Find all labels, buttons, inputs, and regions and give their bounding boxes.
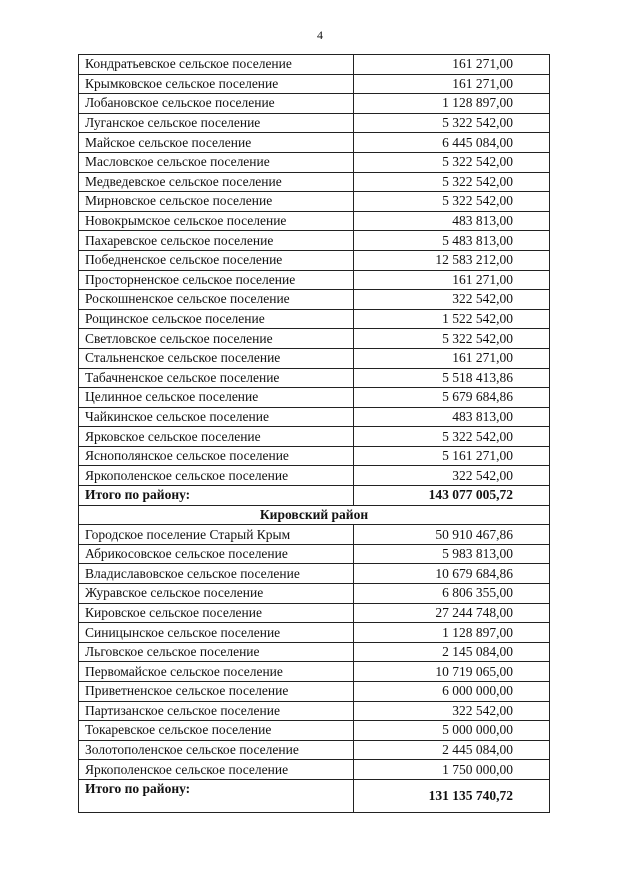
table-row <box>79 427 550 447</box>
settlement-name: Токаревское сельское поселение <box>79 721 354 741</box>
table-row <box>79 388 550 408</box>
amount-cell: 1 128 897,00 <box>354 94 550 114</box>
district-title: Кировский район <box>79 505 550 525</box>
settlement-name: Целинное сельское поселение <box>79 388 354 408</box>
table-row <box>79 740 550 760</box>
amount-cell: 2 145 084,00 <box>354 642 550 662</box>
amount-cell: 483 813,00 <box>354 211 550 231</box>
amount-cell: 10 679 684,86 <box>354 564 550 584</box>
settlement-name: Светловское сельское поселение <box>79 329 354 349</box>
amount-cell: 322 542,00 <box>354 466 550 486</box>
table-row <box>79 329 550 349</box>
settlement-name: Яркополенское сельское поселение <box>79 466 354 486</box>
amount-cell: 2 445 084,00 <box>354 740 550 760</box>
total-row <box>79 779 550 812</box>
page-number: 4 <box>317 28 323 42</box>
amount-cell: 6 445 084,00 <box>354 133 550 153</box>
table-row <box>79 211 550 231</box>
amount-cell: 5 483 813,00 <box>354 231 550 251</box>
table-row <box>79 172 550 192</box>
table-row <box>79 584 550 604</box>
amount-cell: 5 322 542,00 <box>354 427 550 447</box>
amount-cell: 6 806 355,00 <box>354 584 550 604</box>
settlement-name: Льговское сельское поселение <box>79 642 354 662</box>
settlement-name: Чайкинское сельское поселение <box>79 407 354 427</box>
table-row <box>79 682 550 702</box>
settlement-name: Лобановское сельское поселение <box>79 94 354 114</box>
settlement-name: Первомайское сельское поселение <box>79 662 354 682</box>
settlement-name: Золотополенское сельское поселение <box>79 740 354 760</box>
amount-cell: 5 322 542,00 <box>354 329 550 349</box>
settlement-name: Роскошненское сельское поселение <box>79 290 354 310</box>
settlement-name: Итого по району: <box>79 486 354 506</box>
amount-cell: 161 271,00 <box>354 74 550 94</box>
table-row <box>79 642 550 662</box>
amount-cell: 5 000 000,00 <box>354 721 550 741</box>
amount-cell: 5 518 413,86 <box>354 368 550 388</box>
settlement-name: Победненское сельское поселение <box>79 250 354 270</box>
table-row <box>79 760 550 780</box>
table-row <box>79 94 550 114</box>
total-row <box>79 486 550 506</box>
amount-cell: 143 077 005,72 <box>354 486 550 506</box>
amount-cell: 27 244 748,00 <box>354 603 550 623</box>
table-row <box>79 309 550 329</box>
table-row <box>79 192 550 212</box>
table-body <box>79 55 550 813</box>
allocation-table <box>78 54 550 813</box>
settlement-name: Луганское сельское поселение <box>79 113 354 133</box>
settlement-name: Стальненское сельское поселение <box>79 348 354 368</box>
table-row <box>79 623 550 643</box>
settlement-name: Журавское сельское поселение <box>79 584 354 604</box>
amount-cell: 5 161 271,00 <box>354 446 550 466</box>
table-row <box>79 525 550 545</box>
amount-cell: 6 000 000,00 <box>354 682 550 702</box>
table-row <box>79 662 550 682</box>
amount-cell: 5 322 542,00 <box>354 172 550 192</box>
settlement-name: Просторненское сельское поселение <box>79 270 354 290</box>
amount-cell: 161 271,00 <box>354 270 550 290</box>
amount-cell: 1 750 000,00 <box>354 760 550 780</box>
table-row <box>79 544 550 564</box>
amount-cell: 322 542,00 <box>354 701 550 721</box>
settlement-name: Приветненское сельское поселение <box>79 682 354 702</box>
amount-cell: 5 322 542,00 <box>354 152 550 172</box>
table-row <box>79 270 550 290</box>
table-row <box>79 290 550 310</box>
settlement-name: Табачненское сельское поселение <box>79 368 354 388</box>
amount-cell: 5 322 542,00 <box>354 192 550 212</box>
table-row <box>79 407 550 427</box>
table-row <box>79 701 550 721</box>
settlement-name: Рощинское сельское поселение <box>79 309 354 329</box>
amount-cell: 1 128 897,00 <box>354 623 550 643</box>
table-row <box>79 231 550 251</box>
amount-cell: 1 522 542,00 <box>354 309 550 329</box>
table-row <box>79 368 550 388</box>
amount-cell: 5 679 684,86 <box>354 388 550 408</box>
table-row <box>79 250 550 270</box>
table-row <box>79 152 550 172</box>
settlement-name: Медведевское сельское поселение <box>79 172 354 192</box>
amount-cell: 12 583 212,00 <box>354 250 550 270</box>
amount-cell: 5 322 542,00 <box>354 113 550 133</box>
table-row <box>79 564 550 584</box>
amount-cell: 161 271,00 <box>354 348 550 368</box>
amount-cell: 10 719 065,00 <box>354 662 550 682</box>
amount-cell: 131 135 740,72 <box>354 779 550 812</box>
amount-cell: 483 813,00 <box>354 407 550 427</box>
settlement-name: Кировское сельское поселение <box>79 603 354 623</box>
settlement-name: Синицынское сельское поселение <box>79 623 354 643</box>
amount-cell: 322 542,00 <box>354 290 550 310</box>
settlement-name: Городское поселение Старый Крым <box>79 525 354 545</box>
district-header-row <box>79 505 550 525</box>
table-row <box>79 603 550 623</box>
table-row <box>79 74 550 94</box>
settlement-name: Масловское сельское поселение <box>79 152 354 172</box>
settlement-name: Ярковское сельское поселение <box>79 427 354 447</box>
settlement-name: Итого по району: <box>79 779 354 812</box>
amount-cell: 5 983 813,00 <box>354 544 550 564</box>
table-row <box>79 55 550 75</box>
amount-cell: 50 910 467,86 <box>354 525 550 545</box>
settlement-name: Кондратьевское сельское поселение <box>79 55 354 75</box>
settlement-name: Мирновское сельское поселение <box>79 192 354 212</box>
settlement-name: Владиславовское сельское поселение <box>79 564 354 584</box>
table-row <box>79 466 550 486</box>
table-row <box>79 133 550 153</box>
settlement-name: Крымковское сельское поселение <box>79 74 354 94</box>
settlement-name: Партизанское сельское поселение <box>79 701 354 721</box>
amount-cell: 161 271,00 <box>354 55 550 75</box>
settlement-name: Яснополянское сельское поселение <box>79 446 354 466</box>
table-row <box>79 348 550 368</box>
settlement-name: Пахаревское сельское поселение <box>79 231 354 251</box>
table-row <box>79 446 550 466</box>
table-row <box>79 721 550 741</box>
settlement-name: Яркополенское сельское поселение <box>79 760 354 780</box>
settlement-name: Абрикосовское сельское поселение <box>79 544 354 564</box>
table-row <box>79 113 550 133</box>
settlement-name: Майское сельское поселение <box>79 133 354 153</box>
settlement-name: Новокрымское сельское поселение <box>79 211 354 231</box>
